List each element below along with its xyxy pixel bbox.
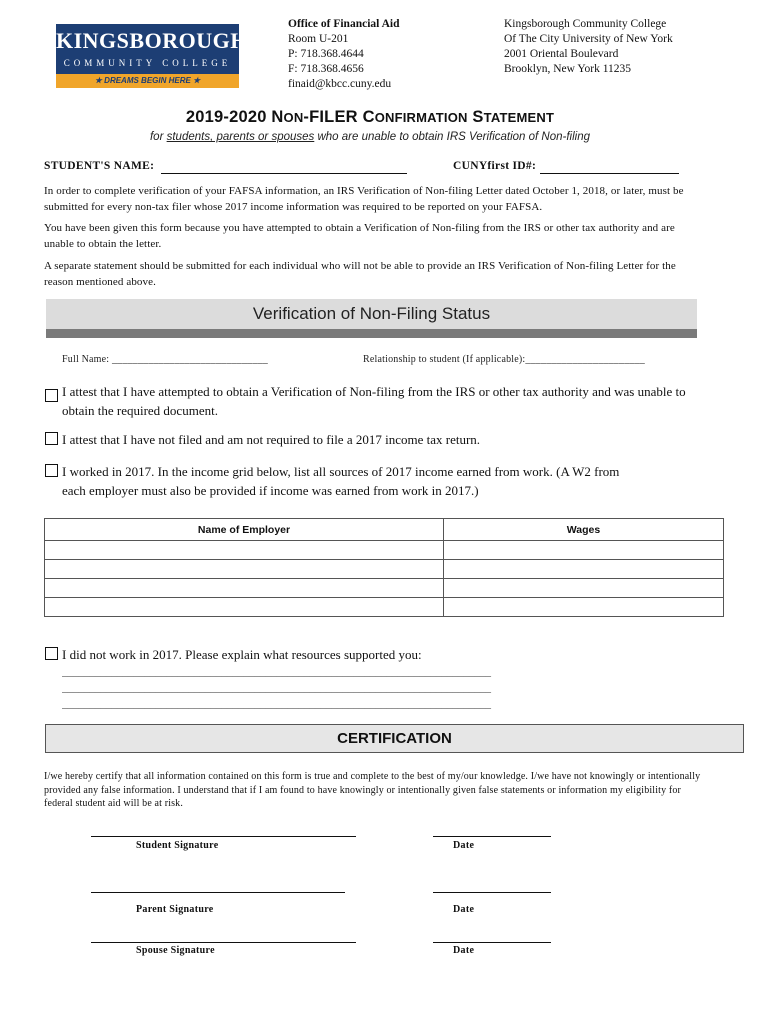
employer-cell[interactable] <box>45 598 444 617</box>
form-subtitle: for students, parents or spouses who are unable to obtain IRS Verification of Non-filing <box>149 131 591 143</box>
table-row <box>45 560 724 579</box>
option-4-text: I did not work in 2017. Please explain what resources supported you: <box>62 647 422 662</box>
employer-cell[interactable] <box>45 560 444 579</box>
intro-paragraph-1: In order to complete verification of your FAFSA information, an IRS Verification of Non-filing Letter dated October 1, 2018, or later, must be submitted for every non-tax filer whose 2017 income information was required to be reported on your FAFSA. <box>44 185 684 213</box>
cuny-id-label: CUNYfirst ID#: <box>453 160 537 172</box>
office-address <box>288 17 399 92</box>
office-email: finaid@kbcc.cuny.edu <box>288 78 392 90</box>
certification-text: I/we hereby certify that all information contained on this form is true and complete to the best of my/our knowledge. I/we have not knowingly or intentionally provided any false information. I understand that if I am found to have knowingly or intentionally given false statements or information my eligibility for federal student aid will be at risk. <box>44 771 701 809</box>
employer-cell[interactable] <box>45 579 444 598</box>
intro-paragraph-3: A separate statement should be submitted for each individual who will not be able to provide an IRS Verification of Non-filing Letter for the reason mentioned above. <box>44 260 676 288</box>
logo-sub-text: COMMUNITY COLLEGE <box>63 58 232 68</box>
form-title: 2019-2020 NON-FILER CONFIRMATION STATEMENT <box>185 108 555 126</box>
student-date-label: Date <box>453 840 475 851</box>
logo-main-text: KINGSBOROUGH <box>56 28 248 53</box>
option-2-text: I attest that I have not filed and am not required to file a 2017 income tax return. <box>62 432 481 447</box>
wages-cell[interactable] <box>444 598 724 617</box>
full-name-field[interactable]: Full Name: ______________________________ <box>62 354 268 365</box>
employer-column-header: Name of Employer <box>45 519 444 541</box>
parent-signature-label: Parent Signature <box>136 904 214 915</box>
explain-line-1[interactable]: ______________________________________________________________________________ <box>62 666 491 678</box>
table-row <box>45 579 724 598</box>
spouse-date-line[interactable] <box>433 942 551 943</box>
option-4-checkbox[interactable] <box>45 647 58 660</box>
student-signature-label: Student Signature <box>136 840 219 851</box>
student-date-line[interactable] <box>433 836 551 837</box>
college-address <box>504 17 673 77</box>
wages-cell[interactable] <box>444 560 724 579</box>
college-line1: Kingsborough Community College <box>504 18 667 30</box>
spouse-signature-label: Spouse Signature <box>136 945 215 956</box>
intro-paragraph-2: You have been given this form because you have attempted to obtain a Verification of Non-filing from the IRS or other tax authority and are unable to obtain the letter. <box>44 222 675 250</box>
office-name: Office of Financial Aid <box>288 18 400 30</box>
wages-cell[interactable] <box>444 541 724 560</box>
student-signature-line[interactable] <box>91 836 356 837</box>
option-3-checkbox[interactable] <box>45 464 58 477</box>
spouse-signature-line[interactable] <box>91 942 356 943</box>
office-phone: P: 718.368.4644 <box>288 48 364 60</box>
explain-line-2[interactable]: ______________________________________________________________________________ <box>62 682 491 694</box>
employer-cell[interactable] <box>45 541 444 560</box>
college-logo <box>56 24 248 88</box>
wages-column-header: Wages <box>444 519 724 541</box>
table-header-row <box>45 519 724 541</box>
explain-line-3[interactable]: ______________________________________________________________________________ <box>62 698 491 710</box>
option-1-text: I attest that I have attempted to obtain a Verification of Non-filing from the IRS or other tax authority and was unable to obtain the required document. <box>62 384 686 418</box>
college-line3: 2001 Oriental Boulevard <box>504 48 619 60</box>
option-2-checkbox[interactable] <box>45 432 58 445</box>
office-room: Room U-201 <box>288 33 349 45</box>
student-name-label: STUDENT'S NAME: <box>44 160 155 172</box>
option-3-text: I worked in 2017. In the income grid below, list all sources of 2017 income earned from work. (A W2 from each employer must also be provided if income was earned from work in 2017.) <box>62 464 620 498</box>
spouse-date-label: Date <box>453 945 475 956</box>
office-fax: F: 718.368.4656 <box>288 63 364 75</box>
income-table <box>44 518 724 617</box>
relationship-field[interactable]: Relationship to student (If applicable):_______________________ <box>363 354 646 365</box>
college-line2: Of The City University of New York <box>504 33 673 45</box>
parent-signature-line[interactable] <box>91 892 345 893</box>
college-line4: Brooklyn, New York 11235 <box>504 63 632 75</box>
section-title: Verification of Non-Filing Status <box>252 304 491 323</box>
parent-date-label: Date <box>453 904 475 915</box>
section-banner <box>46 299 697 338</box>
table-row <box>45 598 724 617</box>
table-row <box>45 541 724 560</box>
certification-banner <box>45 724 744 753</box>
cuny-id-field[interactable] <box>540 173 679 174</box>
certification-title: CERTIFICATION <box>337 730 452 747</box>
wages-cell[interactable] <box>444 579 724 598</box>
student-name-field[interactable] <box>161 173 407 174</box>
parent-date-line[interactable] <box>433 892 551 893</box>
option-1-checkbox[interactable] <box>45 389 58 402</box>
logo-tagline: ★ DREAMS BEGIN HERE ★ <box>56 74 239 88</box>
